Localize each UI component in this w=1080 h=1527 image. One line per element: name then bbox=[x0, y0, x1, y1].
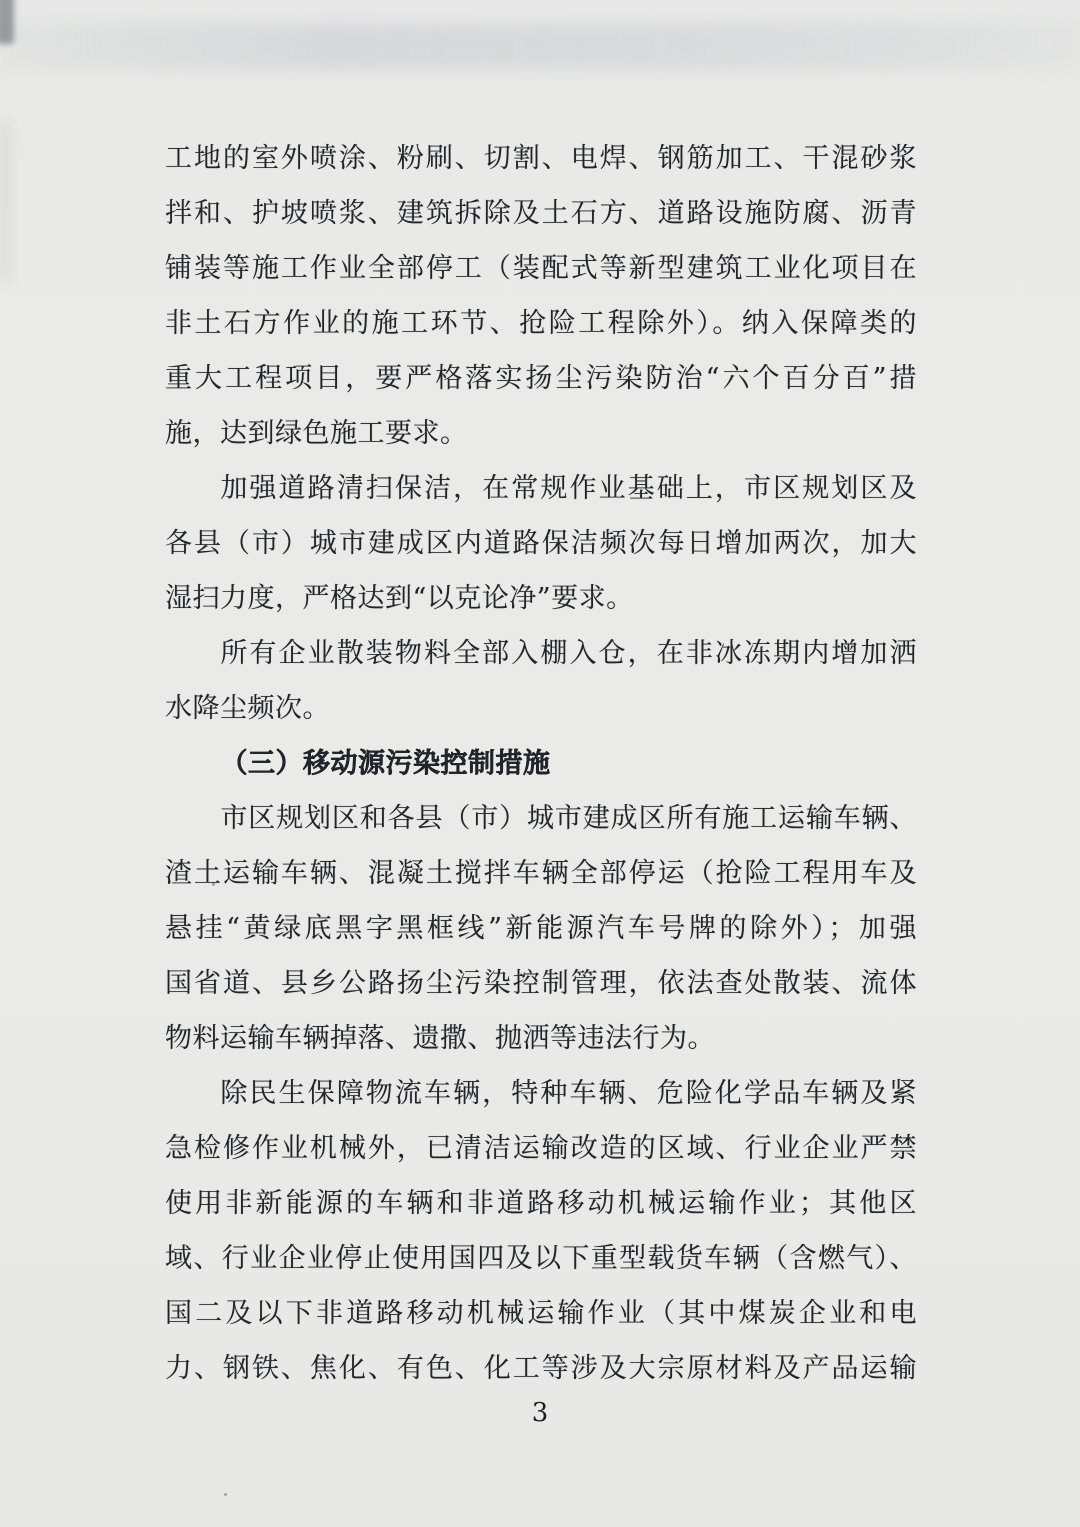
text-line: 悬挂“黄绿底黑字黑框线”新能源汽车号牌的除外）；加强 bbox=[165, 913, 917, 944]
text-block bbox=[165, 131, 917, 1396]
page-number: 3 bbox=[531, 1398, 549, 1428]
text-line: 工地的室外喷涂、粉刷、切割、电焊、钢筋加工、干混砂浆 bbox=[165, 143, 917, 174]
text-line: 力、钢铁、焦化、有色、化工等涉及大宗原材料及产品运输 bbox=[165, 1353, 917, 1384]
text-line: 施，达到绿色施工要求。 bbox=[165, 418, 468, 449]
text-line: 使用非新能源的车辆和非道路移动机械运输作业；其他区 bbox=[165, 1188, 917, 1219]
text-line: 域、行业企业停止使用国四及以下重型载货车辆（含燃气）、 bbox=[165, 1243, 917, 1274]
text-line: 重大工程项目，要严格落实扬尘污染防治“六个百分百”措 bbox=[165, 363, 917, 394]
scan-corner-mark bbox=[0, 0, 14, 44]
text-line: 铺装等施工作业全部停工（装配式等新型建筑工业化项目在 bbox=[165, 253, 917, 284]
scan-edge-smudge bbox=[0, 120, 10, 280]
scan-speck bbox=[224, 1493, 227, 1496]
text-line: 渣土运输车辆、混凝土搅拌车辆全部停运（抢险工程用车及 bbox=[165, 858, 917, 889]
text-line: 各县（市）城市建成区内道路保洁频次每日增加两次，加大 bbox=[165, 528, 917, 559]
text-line: 国省道、县乡公路扬尘污染控制管理，依法查处散装、流体 bbox=[165, 968, 917, 999]
text-line: 物料运输车辆掉落、遗撒、抛洒等违法行为。 bbox=[165, 1023, 715, 1054]
section-heading: （三）移动源污染控制措施 bbox=[220, 748, 551, 779]
text-line: 湿扫力度，严格达到“以克论净”要求。 bbox=[165, 583, 634, 614]
text-line: 非土石方作业的施工环节、抢险工程除外）。纳入保障类的 bbox=[165, 308, 917, 339]
scan-smear-artifact bbox=[0, 24, 1080, 70]
text-line: 市区规划区和各县（市）城市建成区所有施工运输车辆、 bbox=[220, 803, 917, 834]
text-line: 除民生保障物流车辆，特种车辆、危险化学品车辆及紧 bbox=[220, 1078, 917, 1109]
text-line: 拌和、护坡喷浆、建筑拆除及土石方、道路设施防腐、沥青 bbox=[165, 198, 917, 229]
text-line: 所有企业散装物料全部入棚入仓，在非冰冻期内增加洒 bbox=[220, 638, 917, 669]
text-line: 急检修作业机械外，已清洁运输改造的区域、行业企业严禁 bbox=[165, 1133, 917, 1164]
text-line: 加强道路清扫保洁，在常规作业基础上，市区规划区及 bbox=[220, 473, 917, 504]
text-line: 水降尘频次。 bbox=[165, 693, 330, 724]
text-line: 国二及以下非道路移动机械运输作业（其中煤炭企业和电 bbox=[165, 1298, 917, 1329]
